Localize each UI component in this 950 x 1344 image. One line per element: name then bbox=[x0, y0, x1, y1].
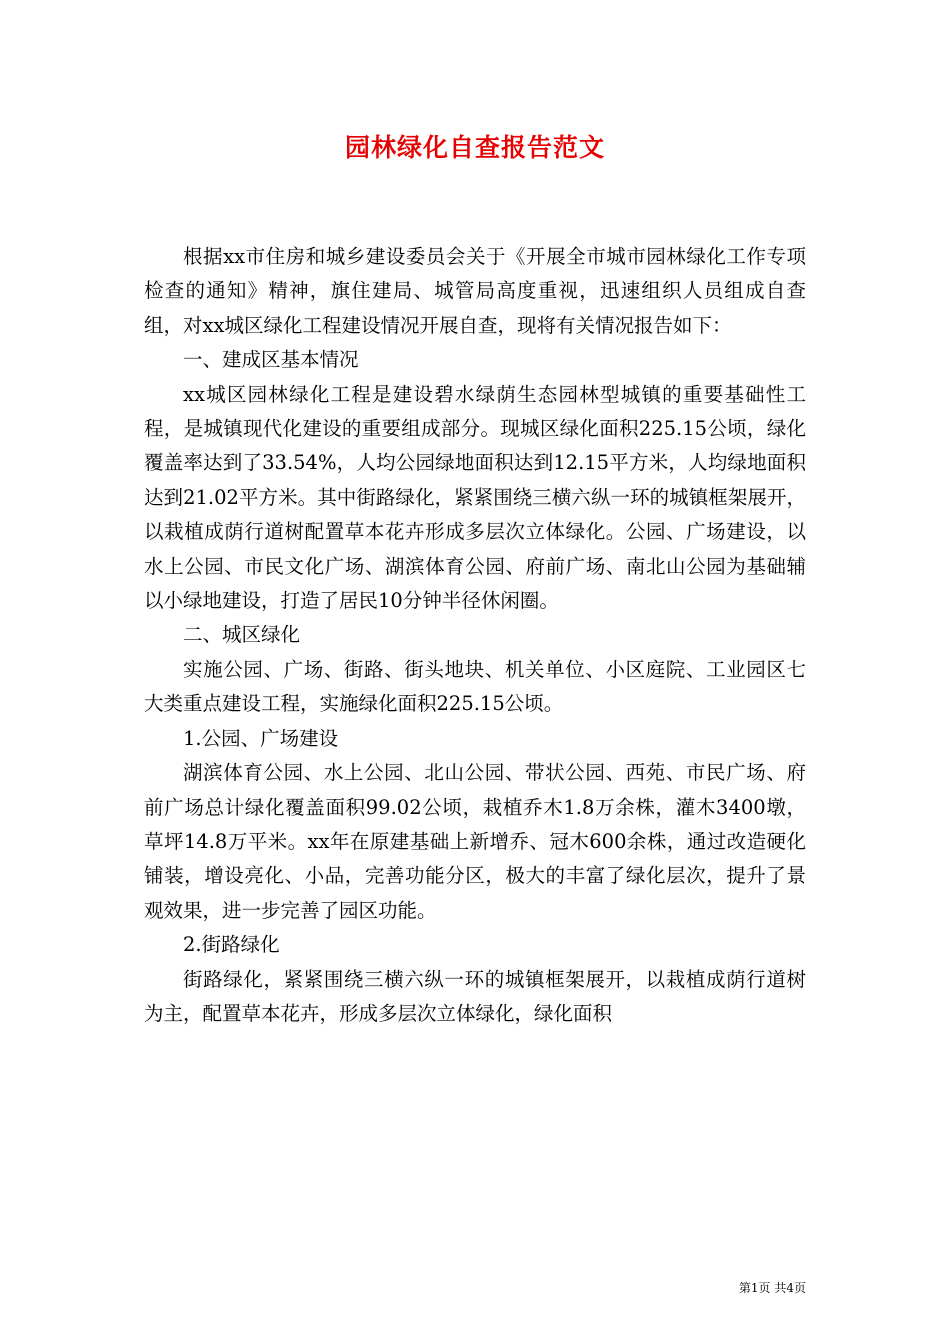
paragraph-intro: 根据xx市住房和城乡建设委员会关于《开展全市城市园林绿化工作专项检查的通知》精神，旗住建局、城管局高度重视，迅速组织人员组成自查组，对xx城区绿化工程建设情况开展自查，现将有关情况报告如下： bbox=[144, 245, 806, 337]
paragraph-streets: 街路绿化，紧紧围绕三横六纵一环的城镇框架展开，以栽植成荫行道树为主，配置草本花卉，形成多层次立体绿化，绿化面积 bbox=[144, 967, 806, 1025]
document-title: 园林绿化自查报告范文 bbox=[344, 133, 605, 162]
section-heading-2: 二、城区绿化 bbox=[183, 623, 301, 647]
paragraph-parks: 湖滨体育公园、水上公园、北山公园、带状公园、西苑、市民广场、府前广场总计绿化覆盖面积99.02公顷，栽植乔木1.8万余株，灌木3400墩，草坪14.8万平米。xx年在原建基础上新增乔、冠木600余株，通过改造硬化铺装，增设亮化、小品，完善功能分区，极大的丰富了绿化层次，提升了景观效果，进一步完善了园区功能。 bbox=[144, 761, 806, 922]
page-number: 第1页 共4页 bbox=[738, 1281, 806, 1295]
section-heading-1: 一、建成区基本情况 bbox=[183, 348, 359, 372]
subsection-heading-1: 1.公园、广场建设 bbox=[183, 726, 339, 750]
document-body bbox=[144, 240, 806, 1031]
subsection-heading-2: 2.街路绿化 bbox=[183, 933, 280, 957]
paragraph-basic-situation: xx城区园林绿化工程是建设碧水绿荫生态园林型城镇的重要基础性工程，是城镇现代化建设的重要组成部分。现城区绿化面积225.15公顷，绿化覆盖率达到了33.54%，人均公园绿地面积达到12.15平方米，人均绿地面积达到21.02平方米。其中街路绿化，紧紧围绕三横六纵一环的城镇框架展开，以栽植成荫行道树配置草本花卉形成多层次立体绿化。公园、广场建设，以水上公园、市民文化广场、湖滨体育公园、府前广场、南北山公园为基础辅以小绿地建设，打造了居民10分钟半径休闲圈。 bbox=[144, 382, 806, 613]
paragraph-urban-greening: 实施公园、广场、街路、街头地块、机关单位、小区庭院、工业园区七大类重点建设工程，实施绿化面积225.15公顷。 bbox=[144, 657, 806, 716]
